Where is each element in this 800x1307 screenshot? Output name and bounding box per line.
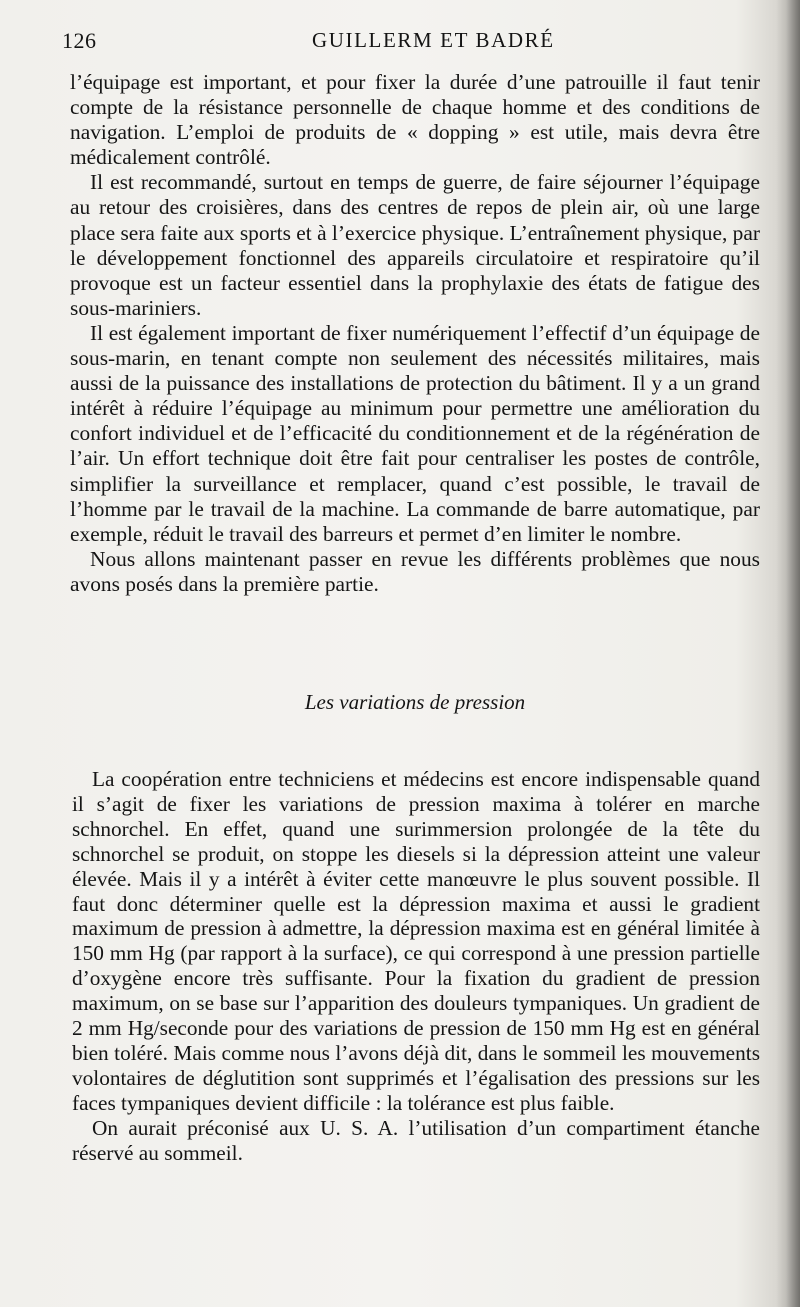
section-1-text <box>70 70 760 597</box>
section-2-text <box>72 767 760 1166</box>
running-head: GUILLERM ET BADRÉ <box>312 28 555 52</box>
page-header <box>62 28 762 58</box>
page-number: 126 <box>62 28 97 53</box>
paragraph: La coopération entre techniciens et médecins est encore indispensable quand il s’agit de fixer les variations de pression maxima à tolérer en marche schnorchel. En effet, quand une surimmersion prolongée de la tête du schnorchel se produit, on stoppe les diesels si la dépression atteint une valeur élevée. Mais il y a intérêt à éviter cette manœuvre le plus souvent possible. Il faut donc déterminer quelle est la dépression maxima et aussi le gradient maximum de pression à admettre, la dépression maxima est en général limitée à 150 mm Hg (par rapport à la surface), ce qui correspond à une pression partielle d’oxygène encore très suffisante. Pour la fixation du gradient de pression maximum, on se base sur l’apparition des douleurs tympaniques. Un gradient de 2 mm Hg/seconde pour des variations de pression de 150 mm Hg est en général bien toléré. Mais comme nous l’avons déjà dit, dans le sommeil les mouvements volontaires de déglutition sont supprimés et l’égalisation des pressions sur les faces tympaniques devient difficile : la tolérance est plus faible. <box>72 767 760 1115</box>
section-title: Les variations de pression <box>304 690 526 714</box>
paragraph: l’équipage est important, et pour fixer la durée d’une patrouille il faut tenir compte de la résistance personnelle de chaque homme et des conditions de navigation. L’emploi de produits de « dopping » est utile, mais devra être médicalement contrôlé. <box>70 70 760 170</box>
paragraph: On aurait préconisé aux U. S. A. l’utilisation d’un compartiment étanche réservé au sommeil. <box>72 1115 760 1165</box>
paragraph: Nous allons maintenant passer en revue les différents problèmes que nous avons posés dans la première partie. <box>70 546 760 596</box>
paragraph: Il est recommandé, surtout en temps de guerre, de faire séjourner l’équipage au retour des croisières, dans des centres de repos de plein air, où une large place sera faite aux sports et à l’exercice physique. L’entraînement physique, par le développement fonctionnel des appareils circulatoire et respiratoire qu’il provoque est un facteur essentiel dans la prophylaxie des états de fatigue des sous-mariniers. <box>70 170 760 320</box>
page-edge-shadow <box>786 0 800 1307</box>
paragraph: Il est également important de fixer numériquement l’effectif d’un équipage de sous-marin, en tenant compte non seulement des nécessités militaires, mais aussi de la puissance des installations de protection du bâtiment. Il y a un grand intérêt à réduire l’équipage au minimum pour permettre une amélioration du confort individuel et de l’efficacité du conditionnement et de la régénération de l’air. Un effort technique doit être fait pour centraliser les postes de contrôle, simplifier la surveillance et remplacer, quand c’est possible, le travail de l’homme par le travail de la machine. La commande de barre automatique, par exemple, réduit le travail des barreurs et permet d’en limiter le nombre. <box>70 320 760 546</box>
